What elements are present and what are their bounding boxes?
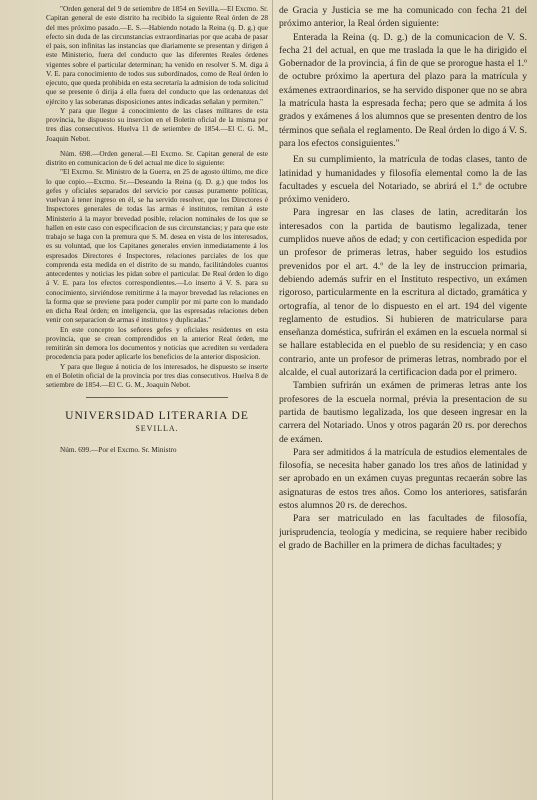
column-divider bbox=[272, 0, 273, 800]
order-paragraph-2: Y para que llegue á conocimiento de las clases militares de esta provincia, he dispuesto su insercion en el Boletin oficial de la misma por tres dias consecutivos. Huelva 11 de setiembre de 1854.—El C. G. M., Joaquin Nebot. bbox=[46, 105, 268, 143]
section-divider bbox=[86, 397, 228, 398]
latin-admission-paragraph: Para ingresar en las clases de latin, acreditarán los interesados con la partida de bautismo legalizada, tener cumplidos nueve años de edad; y con certificacion espedida por un profesor de primeras letras, haber seguido los estudios prevenidos por el art. 4.º de la ley de instruccion primaria, debiendo además sufrir en el Instituto respectivo, un exámen rigoroso, particularmente en la escritura al dictado, gramática y ortografía, al tenor de lo dispuesto en el art. 194 del vigente reglamento de estudios. Si hubieren de matricularse para enseñanza doméstica, sufrirán el exámen en la escuela normal si se hallare establecida en el pueblo de su residencia; y en caso contrario, ante un profesor de primeras letras, nombrado por el alcalde, el cual autorizará la certificacion dada por el primero. bbox=[279, 207, 527, 379]
city-subheading: SEVILLA. bbox=[135, 424, 179, 434]
faculties-paragraph: Para ser matriculado en las facultades de filosofía, jurisprudencia, teología y medicina, se requiere haber recibido el grado de Bachiller en la primera de dichas facultades; y bbox=[279, 513, 527, 551]
enrollment-paragraph: En su cumplimiento, la matrícula de todas clases, tanto de latinidad y humanidades y filosofía elemental como la de las facultades y escuela del Notariado, se abrirá el 1.º de octubre próximo venidero. bbox=[279, 154, 527, 206]
order-699-heading: Núm. 699.—Por el Excmo. Sr. Ministro bbox=[60, 445, 177, 455]
left-column bbox=[46, 4, 268, 800]
order-698-heading: Núm. 698.—Orden general.—El Excmo. Sr. Capitan general de este distrito en comunicacion de 6 del actual me dice lo siguiente: bbox=[46, 148, 268, 167]
order-698-paragraph: En este concepto los señores gefes y oficiales residentes en esta provincia, que se crean comprendidos en la anterior Real órden, me remitirán sin demora los documentos y noticias que acrediten su verdadera procedencia para poder aplicarle los beneficios de la anterior disposicion. bbox=[46, 324, 268, 362]
philosophy-paragraph: Para ser admitidos á la matrícula de estudios elementales de filosofía, se necesita haber ganado los tres años de latinidad y ser aprobado en un exámen cuyas preguntas recaerán sobre las asignaturas de estos tres años. Como los anteriores, satisfarán estos alumnos 20 rs. de derechos. bbox=[279, 446, 527, 511]
order-698-quote: "El Excmo. Sr. Ministro de la Guerra, en 25 de agosto último, me dice lo que copio.—Excmo. Sr.—Deseando la Reina (q. D. g.) que todos los gefes y oficiales separados del servicio por causas puramente políticas, vuelvan á tener ingreso en él, se ha servido resolver, que los Directores é Inspectores generales de todas las armas é institutos, remitan á este Ministerio á la mayor brevedad posible, relacion nominales de los que se hallen en este caso con especificacion de sus circunstancias; y para que este trabajo se haga con la premura que S. M. desea en vista de los interesados, es su voluntad, que los Capitanes generales envien inmediatamente á los espresados Directores é Inspectores, relaciones parciales de los que comprenda esta medida en el distrito de su mando, facilitándoles cuantos antecedentes y noticias les pidan sobre el particular. De Real órden lo digo á V. E. para los efectos correspondientes.—Lo inserto á V. S. para su conocimiento, sirviéndose remitirme á la mayor brevedad las relaciones en la forma que se previene para poder cumplir por mi parte con lo mandado en dicha Real órden; en inteligencia, que las espresadas relaciones deben venir con separacion de armas é institutos y duplicadas." bbox=[46, 167, 268, 325]
notary-exam-paragraph: Tambien sufrirán un exámen de primeras letras ante los profesores de la escuela normal, prévia la presentacion de su partida de bautismo legalizada, los que deseen ingresar en la carrera del Notariado. Unos y otros pagarán 20 rs. por derechos de exámen. bbox=[279, 380, 527, 445]
royal-order-paragraph: Enterada la Reina (q. D. g.) de la comunicacion de V. S. fecha 21 del actual, en que me traslada la que le ha dirigido el Gobernador de la provincia, á fin de que se prorogue hasta el 1.º de octubre próximo la apertura del plazo para la matrícula y exámenes extraordinarios, se ha servido disponer que no se abra la matrícula hasta la espresada fecha; pero que se admita á los grados y exámenes á los alumnos que se presenten dentro de los términos que señala el reglamento. De Real órden lo digo á V. S. para los efectos consiguientes." bbox=[279, 31, 527, 149]
university-heading: UNIVERSIDAD LITERARIA DE bbox=[65, 410, 249, 423]
continued-paragraph: de Gracia y Justicia se me ha comunicado con fecha 21 del próximo anterior, la Real órden siguiente: bbox=[279, 5, 527, 30]
order-698-closing: Y para que llegue á noticia de los interesados, he dispuesto se inserte en el Boletin oficial de la provincia por tres dias consecutivos. Huelva 8 de setiembre de 1854.—El C. G. M., Joaquin Nebot. bbox=[46, 361, 268, 389]
order-paragraph-1: "Orden general del 9 de setiembre de 1854 en Sevilla.—El Excmo. Sr. Capitan general de este distrito ha recibido la siguiente Real órden de 28 del mes próximo pasado.—E. S.—Habiendo notado la Reina (q. D. g.) que efecto sin duda de las circunstancias extraordinarias por que acaba de pasar el pais, son infinitas las instancias que diariamente se presentan y dirigen á este Ministerio, fuera del conducto que las diferentes Reales órdenes vigentes sobre el particular determinan; ha venido en resolver S. M. diga á V. E. para conocimiento de todos sus subordinados, como de Real órden lo ejecuto, que queda prohibida en esta secretaría la admision de toda solicitud que se presente ó dirija á ella fuera del conducto que las ordenanzas del ejército y las soberanas disposiciones antes indicadas señalan y permiten." bbox=[46, 4, 268, 106]
right-column bbox=[279, 4, 527, 800]
